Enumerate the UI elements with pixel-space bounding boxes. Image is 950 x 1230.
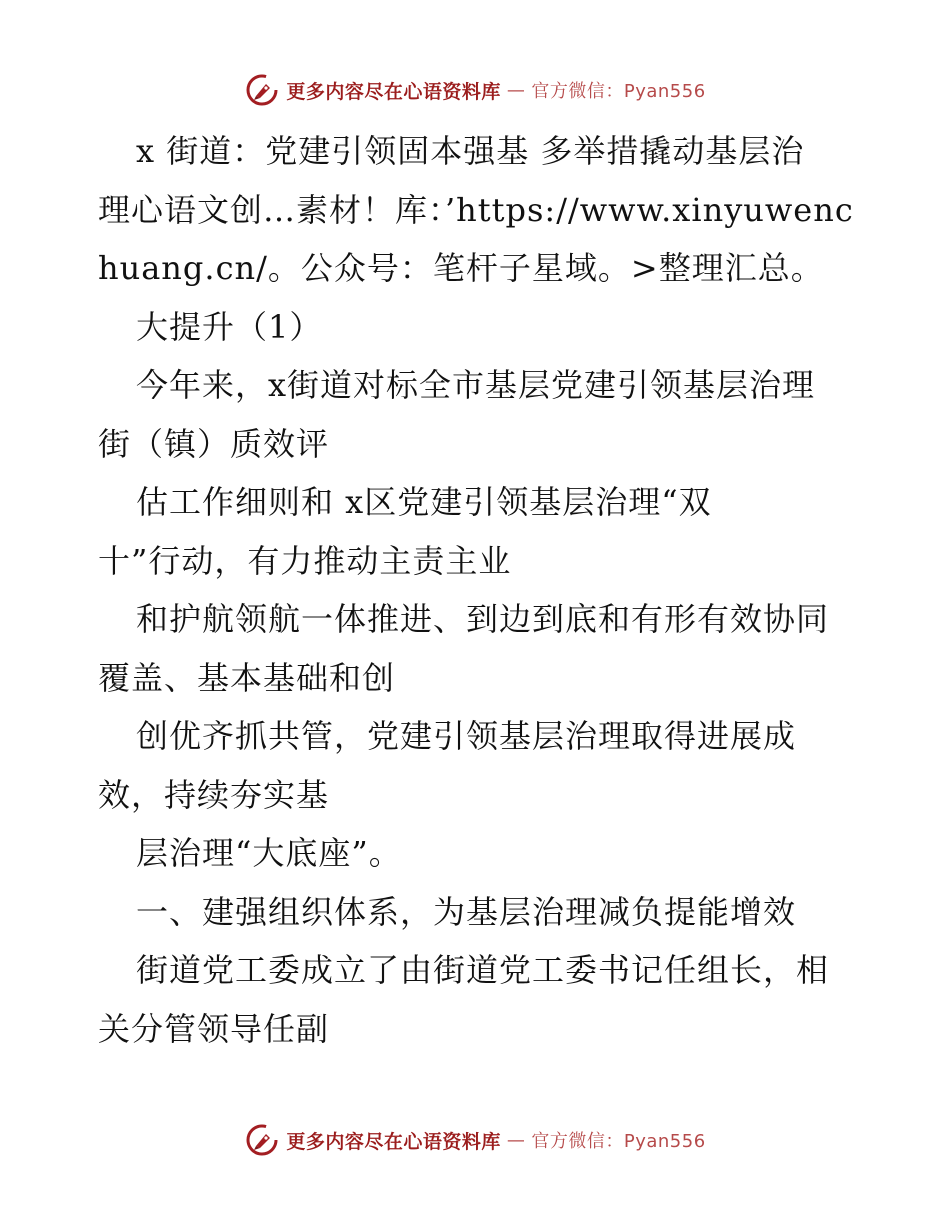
footer-banner-dash: — bbox=[506, 1129, 526, 1151]
body-line: 关分管领导任副 bbox=[98, 1009, 330, 1048]
body-line: 今年来，x街道对标全市基层党建引领基层治理 bbox=[136, 366, 816, 404]
body-line: 大提升（1） bbox=[136, 307, 323, 346]
footer-banner-wechat: 官方微信：Pyan556 bbox=[531, 1131, 706, 1152]
body-line: 层治理“大底座”。 bbox=[136, 834, 402, 872]
body-line: 和护航领航一体推进、到边到底和有形有效协同 bbox=[136, 600, 830, 638]
header-banner bbox=[0, 70, 950, 110]
body-line: x 街道：党建引领固本强基 多举措撬动基层治 bbox=[136, 132, 805, 170]
body-line: 一、建强组织体系，为基层治理减负提能增效 bbox=[136, 892, 797, 931]
document-body bbox=[98, 122, 868, 1058]
pen-logo-icon bbox=[244, 72, 280, 108]
body-line: 效，持续夯实基 bbox=[98, 775, 330, 814]
body-line: 十”行动，有力推动主责主业 bbox=[98, 541, 512, 580]
header-banner-dash: — bbox=[506, 79, 526, 101]
header-banner-main-text: 更多内容尽在心语资料库 bbox=[286, 80, 501, 103]
header-banner-wechat: 官方微信：Pyan556 bbox=[531, 81, 706, 102]
body-line: 覆盖、基本基础和创 bbox=[98, 658, 396, 697]
body-line: 理心语文创…素材！库：’https://www.xinyuwenc bbox=[98, 190, 854, 229]
body-line: 估工作细则和 x区党建引领基层治理“双 bbox=[136, 483, 712, 521]
footer-banner bbox=[0, 1120, 950, 1160]
body-line: huang.cn/。公众号：笔杆子星域。>整理汇总。 bbox=[98, 249, 824, 287]
body-line: 创优齐抓共管，党建引领基层治理取得进展成 bbox=[136, 717, 797, 755]
footer-banner-main-text: 更多内容尽在心语资料库 bbox=[286, 1130, 501, 1153]
body-line: 街道党工委成立了由街道党工委书记任组长，相 bbox=[136, 951, 830, 989]
body-line: 街（镇）质效评 bbox=[98, 424, 330, 463]
pen-logo-icon bbox=[244, 1122, 280, 1158]
